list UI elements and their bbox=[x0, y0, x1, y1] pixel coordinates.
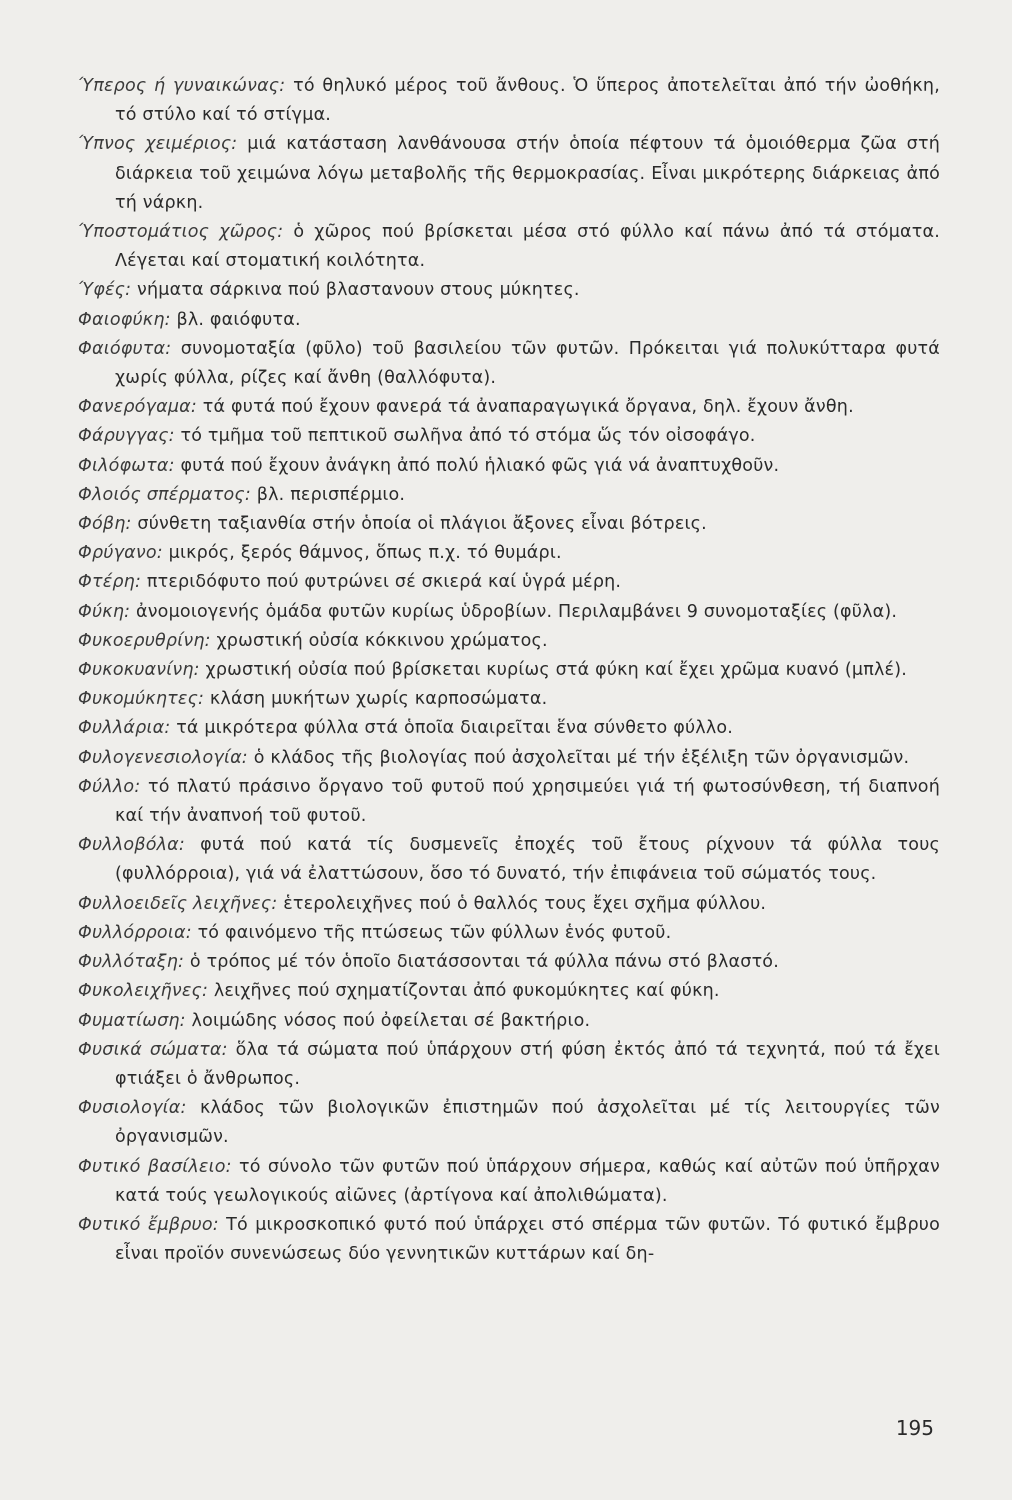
entry-term: Φυκομύκητες: bbox=[78, 689, 205, 710]
entry-term: Φυματίωση: bbox=[78, 1010, 186, 1031]
entry-definition: φυτά πού ἔχουν ἀνάγκη ἀπό πολύ ἡλιακό φῶς γιά νά ἀναπτυχθοῦν. bbox=[180, 455, 780, 476]
entry-definition: τά φυτά πού ἔχουν φανερά τά ἀναπαραγωγικά ὄργανα, δηλ. ἔχουν ἄνθη. bbox=[202, 397, 854, 418]
entry-term: Φυλλάρια: bbox=[78, 718, 171, 739]
glossary-entry bbox=[78, 335, 940, 393]
entry-term: Φάρυγγας: bbox=[78, 426, 175, 447]
glossary-entry bbox=[78, 714, 940, 743]
page-number: 195 bbox=[895, 1416, 934, 1440]
glossary-entry bbox=[78, 130, 940, 218]
entry-term: Φυσιολογία: bbox=[78, 1098, 187, 1119]
entry-term: Φυλλόρροια: bbox=[78, 922, 192, 943]
entry-definition: βλ. φαιόφυτα. bbox=[176, 309, 301, 330]
entry-definition: ὁ χῶρος πού βρίσκεται μέσα στό φύλλο καί πάνω ἀπό τά στόματα. Λέγεται καί στοματική κοιλότητα. bbox=[115, 222, 940, 272]
glossary-entry bbox=[78, 218, 940, 276]
entry-term: Φυκοκυανίνη: bbox=[78, 660, 200, 681]
entry-definition: ὁ κλάδος τῆς βιολογίας πού ἀσχολεῖται μέ τήν ἐξέλιξη τῶν ὀργανισμῶν. bbox=[253, 747, 910, 768]
entry-definition: νήματα σάρκινα πού βλαστανουν στους μύκητες. bbox=[136, 280, 580, 301]
glossary-entry bbox=[78, 568, 940, 597]
entry-definition: χρωστική οὐσία κόκκινου χρώματος. bbox=[216, 630, 548, 651]
entry-term: Φυκοερυθρίνη: bbox=[78, 630, 211, 651]
entry-definition: μιά κατάσταση λανθάνουσα στήν ὁποία πέφτουν τά ὁμοιόθερμα ζῶα στή διάρκεια τοῦ χειμώνα λόγω μεταβολῆς τῆς θερμοκρασίας. Εἶναι μικρότερης διάρκειας ἀπό τή νάρκη. bbox=[115, 134, 940, 213]
glossary-entry bbox=[78, 72, 940, 130]
glossary-entry bbox=[78, 1007, 940, 1036]
entry-term: Φαιοφύκη: bbox=[78, 309, 171, 330]
entry-term: Φυλογενεσιολογία: bbox=[78, 747, 248, 768]
entry-definition: Τό μικροσκοπικό φυτό πού ὑπάρχει στό σπέρμα τῶν φυτῶν. Τό φυτικό ἔμβρυο εἶναι προϊόν συνενώσεως δύο γεννητικῶν κυττάρων καί δη- bbox=[115, 1214, 941, 1265]
entry-term: Φανερόγαμα: bbox=[78, 397, 198, 418]
entry-term: Ύποστομάτιος χῶρος: bbox=[78, 222, 284, 243]
glossary-entry bbox=[78, 1211, 940, 1269]
entry-definition: τό σύνολο τῶν φυτῶν πού ὑπάρχουν σήμερα, καθώς καί αὐτῶν πού ὑπῆρχαν κατά τούς γεωλογικούς αἰῶνες (ἀρτίγονα καί ἀπολιθώματα). bbox=[115, 1156, 940, 1206]
entry-term: Ύφές: bbox=[78, 280, 132, 301]
glossary-entry bbox=[78, 306, 940, 335]
glossary-entry bbox=[78, 919, 940, 948]
glossary-entry bbox=[78, 393, 940, 422]
glossary-entry bbox=[78, 598, 940, 627]
glossary-list bbox=[78, 72, 940, 1269]
entry-definition: τό φαινόμενο τῆς πτώσεως τῶν φύλλων ἑνός φυτοῦ. bbox=[197, 922, 672, 943]
entry-term: Φλοιός σπέρματος: bbox=[78, 484, 251, 505]
glossary-entry bbox=[78, 539, 940, 568]
glossary-entry bbox=[78, 1153, 940, 1211]
entry-definition: κλάδος τῶν βιολογικῶν ἐπιστημῶν πού ἀσχολεῖται μέ τίς λειτουργίες τῶν ὀργανισμῶν. bbox=[115, 1098, 940, 1148]
entry-term: Ύπερος ή γυναικώνας: bbox=[78, 76, 286, 96]
glossary-entry bbox=[78, 1036, 940, 1094]
entry-term: Φτέρη: bbox=[78, 572, 142, 593]
glossary-entry bbox=[78, 656, 940, 685]
entry-definition: τό θηλυκό μέρος τοῦ ἄνθους. Ὁ ὕπερος ἀποτελεῖται ἀπό τήν ὠοθήκη, τό στύλο καί τό στίγμα. bbox=[115, 76, 940, 126]
entry-definition: χρωστική οὐσία πού βρίσκεται κυρίως στά φύκη καί ἔχει χρῶμα κυανό (μπλέ). bbox=[205, 660, 908, 681]
glossary-entry bbox=[78, 831, 940, 889]
entry-definition: λειχῆνες πού σχηματίζονται ἀπό φυκομύκητες καί φύκη. bbox=[213, 981, 720, 1002]
entry-definition: σύνθετη ταξιανθία στήν ὁποία οἱ πλάγιοι ἄξονες εἶναι βότρεις. bbox=[137, 514, 707, 535]
entry-definition: φυτά πού κατά τίς δυσμενεῖς ἐποχές τοῦ ἔτους ρίχνουν τά φύλλα τους (φυλλόρροια), γιά νά ἐλαττώσουν, ὅσο τό δυνατό, τήν ἐπιφάνεια τοῦ σώματός τους. bbox=[115, 835, 940, 885]
glossary-entry bbox=[78, 977, 940, 1006]
entry-term: Φρύγανο: bbox=[78, 543, 163, 564]
entry-term: Φόβη: bbox=[78, 514, 132, 535]
entry-definition: μικρός, ξερός θάμνος, ὅπως π.χ. τό θυμάρι. bbox=[168, 543, 562, 564]
entry-term: Φιλόφωτα: bbox=[78, 455, 175, 476]
entry-definition: ἀνομοιογενής ὁμάδα φυτῶν κυρίως ὑδροβίων. Περιλαμβάνει 9 συνομοταξίες (φῦλα). bbox=[135, 601, 898, 622]
entry-definition: κλάση μυκήτων χωρίς καρποσώματα. bbox=[209, 689, 548, 710]
entry-definition: τό τμῆμα τοῦ πεπτικοῦ σωλῆνα ἀπό τό στόμα ὥς τόν οἰσοφάγο. bbox=[180, 426, 756, 447]
glossary-entry bbox=[78, 452, 940, 481]
entry-definition: ὁ τρόπος μέ τόν ὁποῖο διατάσσονται τά φύλλα πάνω στό βλαστό. bbox=[189, 952, 779, 973]
entry-term: Φυλλοβόλα: bbox=[78, 835, 185, 856]
entry-term: Φύλλο: bbox=[78, 776, 141, 797]
entry-term: Φυτικό ἔμβρυο: bbox=[78, 1214, 219, 1235]
entry-term: Φαιόφυτα: bbox=[78, 338, 172, 359]
glossary-entry bbox=[78, 744, 940, 773]
glossary-entry bbox=[78, 627, 940, 656]
glossary-entry bbox=[78, 510, 940, 539]
entry-term: Φύκη: bbox=[78, 601, 131, 622]
glossary-entry bbox=[78, 481, 940, 510]
entry-term: Φυτικό βασίλειο: bbox=[78, 1156, 232, 1177]
entry-definition: τό πλατύ πράσινο ὄργανο τοῦ φυτοῦ πού χρησιμεύει γιά τή φωτοσύνθεση, τή διαπνοή καί τήν ἀναπνοή τοῦ φυτοῦ. bbox=[115, 776, 940, 827]
glossary-entry bbox=[78, 276, 940, 305]
entry-definition: ὅλα τά σώματα πού ὑπάρχουν στή φύση ἐκτός ἀπό τά τεχνητά, πού τά ἔχει φτιάξει ὁ ἄνθρωπος. bbox=[115, 1039, 940, 1089]
glossary-entry bbox=[78, 422, 940, 451]
entry-term: Φυλλοειδεῖς λειχῆνες: bbox=[78, 893, 278, 914]
glossary-entry bbox=[78, 948, 940, 977]
entry-definition: συνομοταξία (φῦλο) τοῦ βασιλείου τῶν φυτῶν. Πρόκειται γιά πολυκύτταρα φυτά χωρίς φύλλα, ρίζες καί ἄνθη (θαλλόφυτα). bbox=[115, 338, 940, 389]
entry-term: Φυκολειχῆνες: bbox=[78, 981, 209, 1002]
entry-definition: βλ. περισπέρμιο. bbox=[256, 484, 406, 505]
entry-definition: λοιμώδης νόσος πού ὀφείλεται σέ βακτήριο. bbox=[191, 1010, 591, 1031]
entry-definition: ἑτερολειχῆνες πού ὁ θαλλός τους ἔχει σχῆμα φύλλου. bbox=[283, 893, 767, 914]
glossary-entry bbox=[78, 1094, 940, 1152]
glossary-entry bbox=[78, 773, 940, 831]
entry-definition: πτεριδόφυτο πού φυτρώνει σέ σκιερά καί ὑγρά μέρη. bbox=[146, 572, 622, 593]
glossary-entry bbox=[78, 890, 940, 919]
entry-term: Φυλλόταξη: bbox=[78, 952, 185, 973]
entry-definition: τά μικρότερα φύλλα στά ὁποῖα διαιρεῖται ἕνα σύνθετο φύλλο. bbox=[176, 718, 734, 739]
entry-term: Φυσικά σώματα: bbox=[78, 1039, 228, 1060]
entry-term: Ύπνος χειμέριος: bbox=[78, 134, 238, 155]
glossary-entry bbox=[78, 685, 940, 714]
